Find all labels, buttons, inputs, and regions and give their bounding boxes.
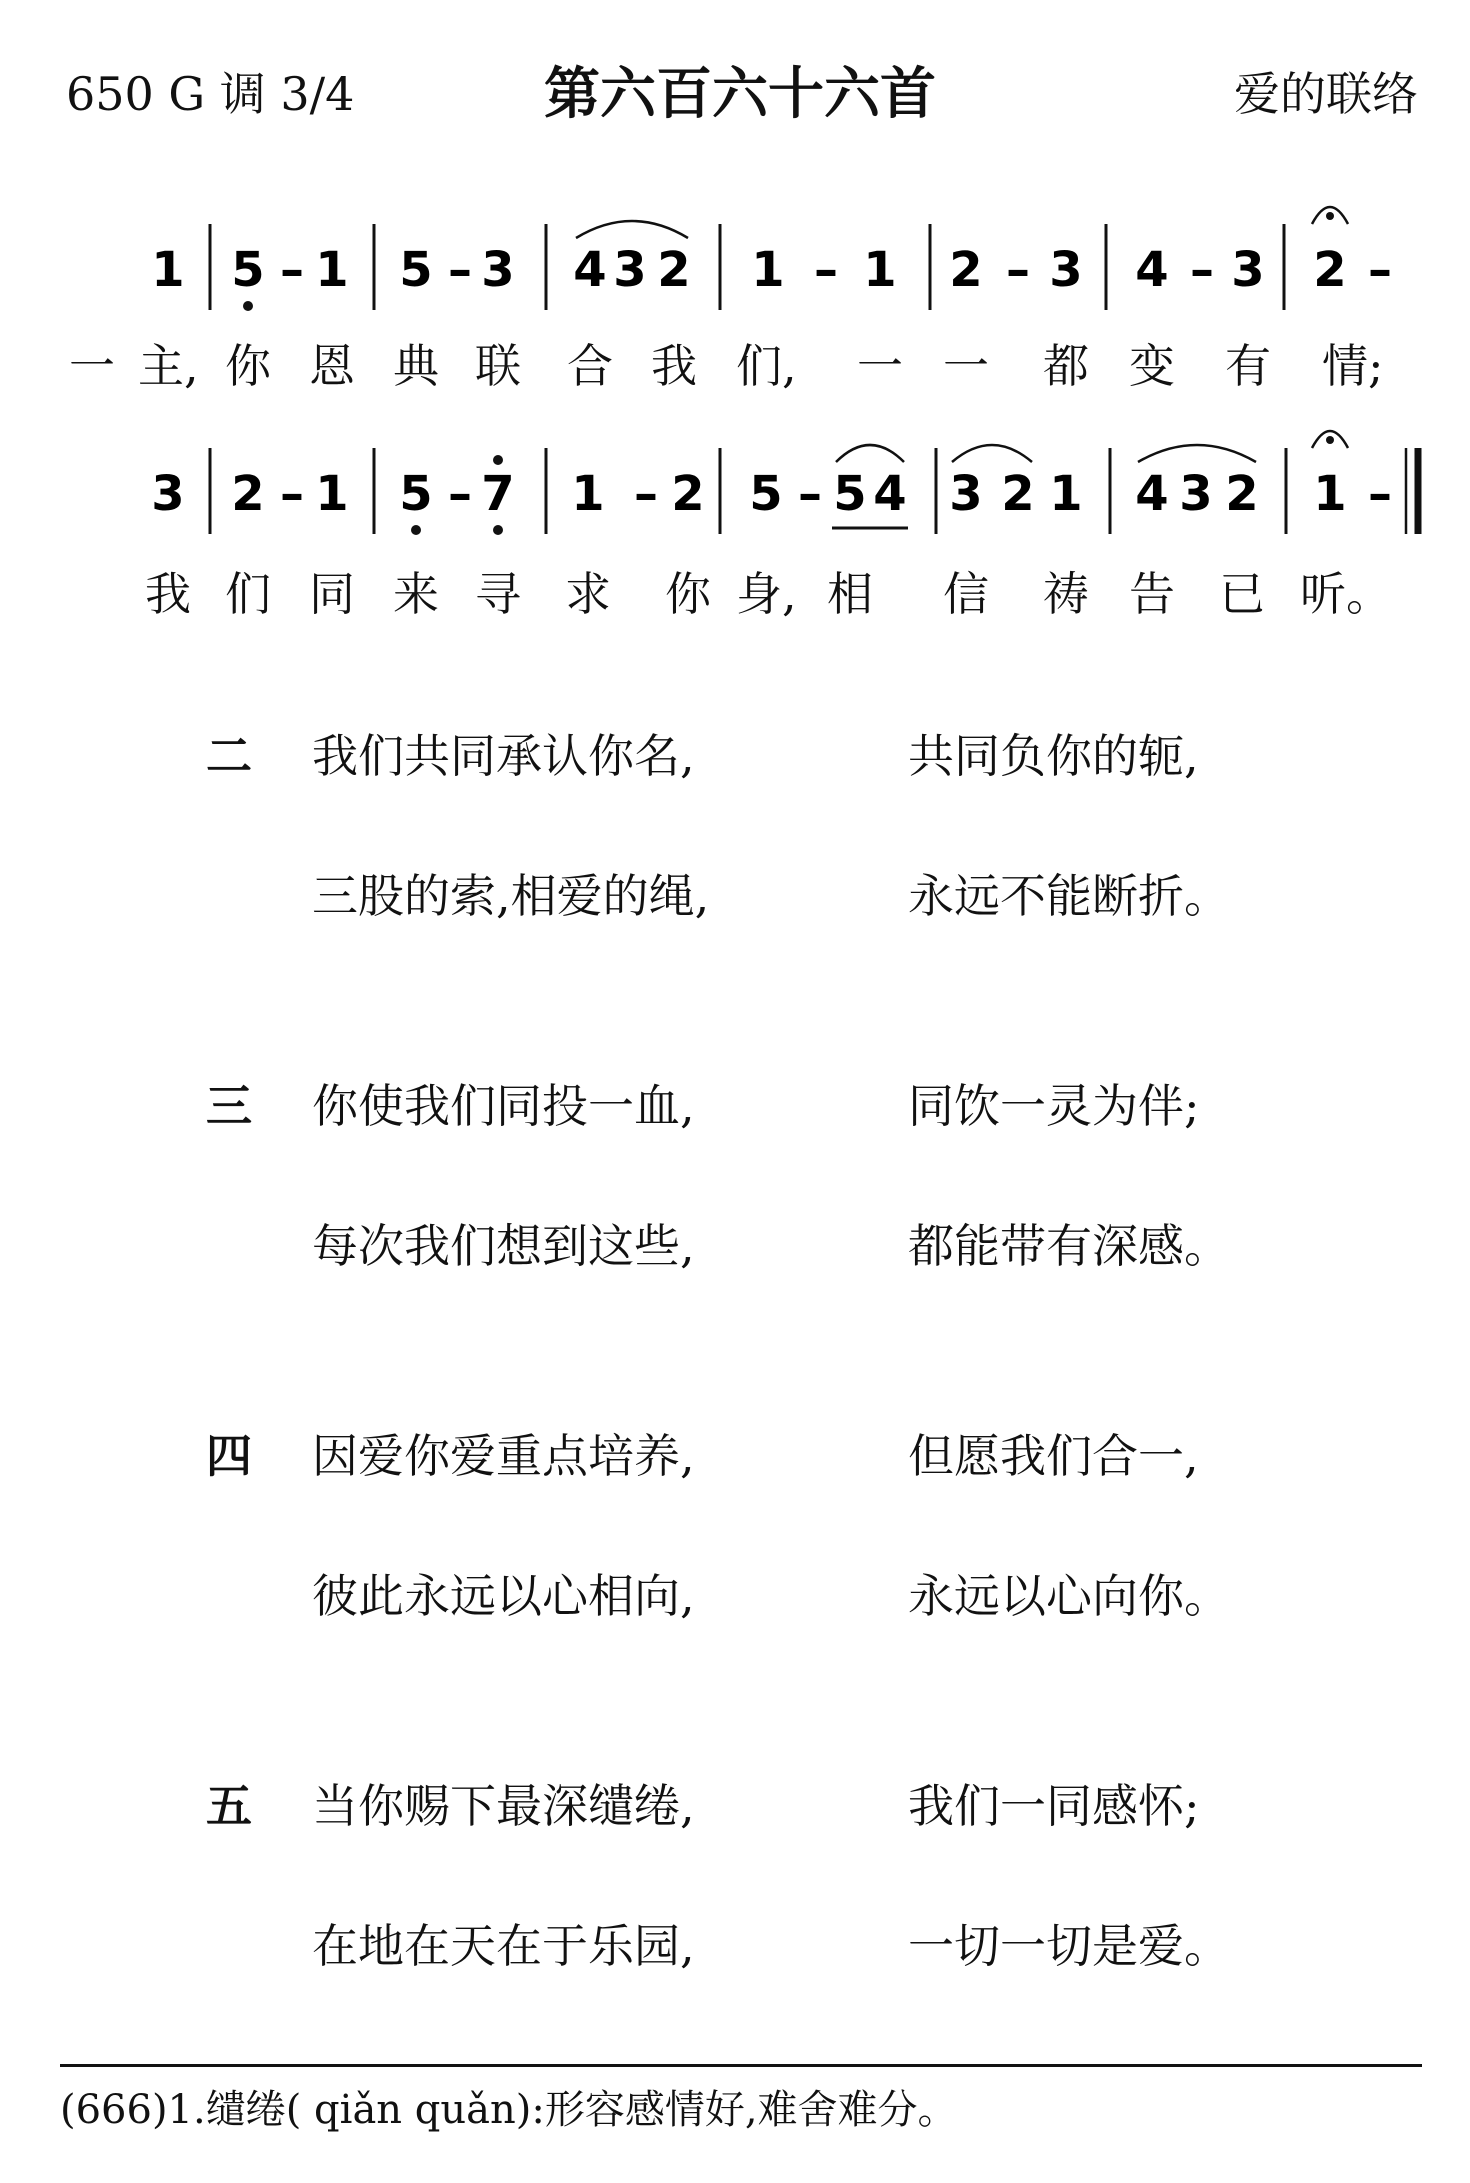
lyric-char: 典	[393, 339, 439, 393]
note: 1	[1313, 466, 1347, 522]
octave-dot-below	[243, 301, 253, 311]
note: 3	[151, 466, 185, 522]
note: 7	[481, 466, 515, 522]
fermata-dot	[1326, 212, 1334, 220]
verse-number: 三	[206, 1079, 252, 1133]
octave-dot-below	[411, 525, 421, 535]
octave-dot-above	[493, 455, 503, 465]
lyric-char: 们	[225, 567, 271, 621]
lyric-char: 恩	[309, 339, 355, 393]
footnote: (666)1.缱绻( qiǎn quǎn):形容感情好,难舍难分。	[60, 2087, 958, 2133]
note: 3	[481, 242, 515, 298]
verse-line: 我们共同承认你名,	[312, 729, 695, 783]
note: 4	[1135, 466, 1169, 522]
lyric-char: 有	[1225, 339, 1271, 393]
verse-line: 当你赐下最深缱绻,	[312, 1779, 695, 1833]
verse-line: 永远不能断折。	[908, 869, 1230, 923]
verse-line: 共同负你的轭,	[908, 729, 1199, 783]
verse-line: 永远以心向你。	[908, 1569, 1230, 1623]
lyric-char: 身,	[736, 567, 797, 621]
note: 2	[1313, 242, 1347, 298]
note: 4	[573, 242, 607, 298]
note: –	[814, 242, 838, 298]
note: 2	[1001, 466, 1035, 522]
slur	[1138, 445, 1256, 462]
melody-line-2	[151, 431, 1418, 535]
lyric-char: 一	[69, 339, 115, 393]
note: 1	[751, 242, 785, 298]
lyric-char: 你	[665, 567, 711, 621]
note: 2	[1225, 466, 1259, 522]
slur	[576, 221, 688, 238]
note: 2	[657, 242, 691, 298]
lyric-char: 我	[651, 339, 697, 393]
hymn-key-time: 650 G 调 3/4	[66, 67, 355, 121]
verse-line: 在地在天在于乐园,	[312, 1919, 695, 1973]
lyric-char: 听。	[1300, 567, 1392, 621]
verse-number: 二	[206, 729, 252, 783]
lyric-char: 已	[1219, 567, 1265, 621]
note: 3	[1231, 242, 1265, 298]
note: 5	[231, 242, 265, 298]
note: –	[448, 466, 472, 522]
verse-number: 四	[206, 1429, 252, 1483]
note: 3	[949, 466, 983, 522]
lyric-char: 一	[857, 339, 903, 393]
verse-line: 彼此永远以心相向,	[312, 1569, 695, 1623]
note: 5	[749, 466, 783, 522]
note: 1	[863, 242, 897, 298]
verse-line: 你使我们同投一血,	[312, 1079, 695, 1133]
note: –	[448, 242, 472, 298]
note: –	[280, 242, 304, 298]
verse-line: 但愿我们合一,	[908, 1429, 1199, 1483]
lyric-char: 相	[827, 567, 873, 621]
note: 1	[571, 466, 605, 522]
note: –	[1368, 242, 1392, 298]
octave-dot-below	[493, 525, 503, 535]
lyric-char: 祷	[1043, 567, 1089, 621]
lyric-char: 一	[943, 339, 989, 393]
note: 3	[1179, 466, 1213, 522]
lyric-char: 我	[145, 567, 191, 621]
note: 3	[1049, 242, 1083, 298]
lyric-char: 寻	[475, 567, 521, 621]
note: –	[634, 466, 658, 522]
note: 1	[315, 466, 349, 522]
slur	[836, 445, 904, 462]
note: –	[1190, 242, 1214, 298]
note: –	[798, 466, 822, 522]
note: 2	[231, 466, 265, 522]
verse-line: 同饮一灵为伴;	[908, 1079, 1200, 1133]
lyric-char: 都	[1043, 339, 1089, 393]
lyric-char: 主,	[138, 339, 199, 393]
note: 4	[873, 466, 907, 522]
note: 5	[833, 466, 867, 522]
note: 5	[399, 242, 433, 298]
note: –	[280, 466, 304, 522]
footnote-divider	[60, 2064, 1422, 2067]
note: 1	[315, 242, 349, 298]
lyric-char: 告	[1129, 567, 1175, 621]
verse-line: 一切一切是爱。	[908, 1919, 1230, 1973]
note: 5	[399, 466, 433, 522]
lyric-char: 信	[943, 567, 989, 621]
melody-line-1	[151, 207, 1392, 311]
verse-line: 因爱你爱重点培养,	[312, 1429, 695, 1483]
lyric-char: 变	[1129, 339, 1175, 393]
note: 3	[613, 242, 647, 298]
lyric-char: 联	[475, 339, 521, 393]
fermata-dot	[1326, 436, 1334, 444]
verse-line: 三股的索,相爱的绳,	[312, 869, 710, 923]
note: –	[1006, 242, 1030, 298]
verse-line: 每次我们想到这些,	[312, 1219, 695, 1273]
lyric-char: 合	[567, 339, 613, 393]
lyric-char: 求	[565, 567, 611, 621]
note: 2	[671, 466, 705, 522]
lyric-char: 你	[225, 339, 271, 393]
hymn-subtitle: 爱的联络	[1234, 67, 1418, 121]
lyric-char: 情;	[1322, 339, 1384, 393]
verse-line: 我们一同感怀;	[908, 1779, 1200, 1833]
lyric-char: 来	[393, 567, 439, 621]
lyric-char: 们,	[736, 339, 797, 393]
melody-notation	[0, 0, 1470, 620]
note: 1	[151, 242, 185, 298]
note: 4	[1135, 242, 1169, 298]
note: 1	[1049, 466, 1083, 522]
note: 2	[949, 242, 983, 298]
verse-number: 五	[206, 1779, 252, 1833]
slur	[952, 445, 1032, 462]
lyric-char: 同	[309, 567, 355, 621]
verse-line: 都能带有深感。	[908, 1219, 1230, 1273]
hymn-title: 第六百六十六首	[544, 62, 936, 127]
note: –	[1368, 466, 1392, 522]
